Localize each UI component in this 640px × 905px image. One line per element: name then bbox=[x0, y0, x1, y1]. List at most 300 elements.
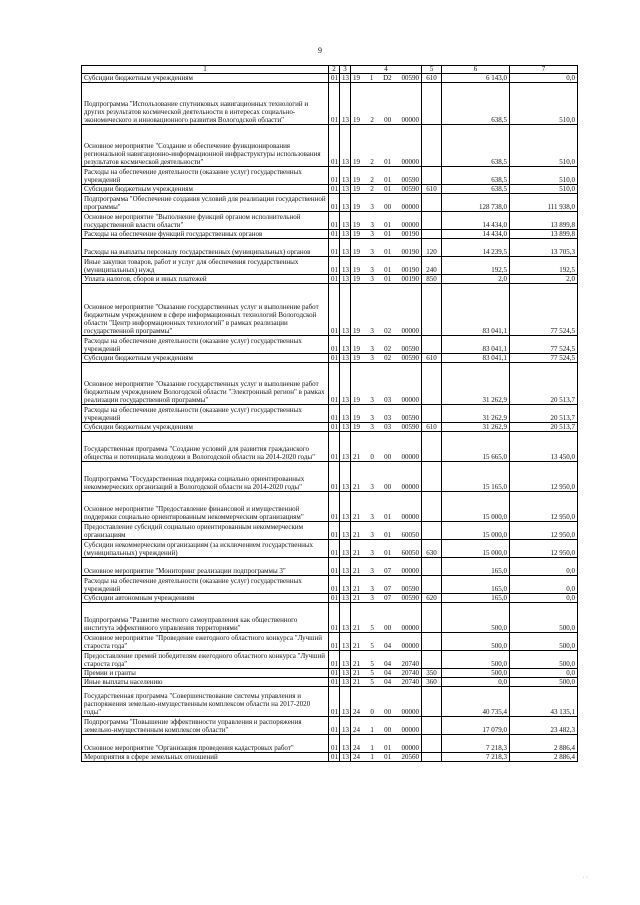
csr-code-part: 00590 bbox=[401, 185, 419, 193]
row-amount-2-cell: 0,0 bbox=[510, 669, 578, 678]
row-csr-cell bbox=[351, 83, 422, 125]
table-row bbox=[82, 753, 578, 762]
csr-code-part: 03 bbox=[384, 396, 392, 404]
row-csr-cell bbox=[351, 275, 422, 284]
row-vr-cell: 350 bbox=[422, 669, 442, 678]
row-amount-1-cell: 2,0 bbox=[442, 275, 510, 284]
row-vr-cell: 610 bbox=[422, 354, 442, 363]
row-gr-cell: 01 bbox=[329, 540, 340, 558]
table-row bbox=[82, 125, 578, 167]
csr-code-part: 5 bbox=[370, 669, 374, 677]
row-gr-cell: 01 bbox=[329, 432, 340, 462]
csr-code-part: 0 bbox=[370, 453, 374, 461]
csr-code-part: 19 bbox=[353, 203, 360, 211]
csr-code-part: 1 bbox=[370, 726, 374, 734]
csr-code-part: 3 bbox=[370, 354, 374, 362]
csr-code-part: 00000 bbox=[401, 396, 419, 404]
csr-code-group bbox=[353, 414, 419, 422]
table-row bbox=[82, 462, 578, 492]
csr-code-group bbox=[353, 531, 419, 539]
row-csr-cell bbox=[351, 687, 422, 717]
csr-code-group bbox=[353, 726, 419, 734]
row-amount-2-cell: 500,0 bbox=[510, 651, 578, 669]
row-csr-cell bbox=[351, 239, 422, 257]
row-gr-cell: 01 bbox=[329, 83, 340, 125]
csr-code-part: 21 bbox=[353, 585, 360, 593]
csr-code-part: 00000 bbox=[401, 744, 419, 752]
row-vr-cell bbox=[422, 753, 442, 762]
table-row bbox=[82, 363, 578, 405]
csr-code-part: 20740 bbox=[401, 669, 419, 677]
csr-code-part: 00000 bbox=[401, 642, 419, 650]
csr-code-part: 3 bbox=[370, 266, 374, 274]
csr-code-part: 19 bbox=[353, 158, 360, 166]
row-rz-cell: 13 bbox=[340, 651, 351, 669]
row-csr-cell bbox=[351, 633, 422, 651]
csr-code-part: 00 bbox=[384, 483, 392, 491]
header-cell-amount-2: 7 bbox=[510, 66, 578, 74]
row-gr-cell: 01 bbox=[329, 492, 340, 522]
header-cell-vr: 5 bbox=[422, 66, 442, 74]
csr-code-part: 00590 bbox=[401, 354, 419, 362]
csr-code-part: 21 bbox=[353, 453, 360, 461]
row-amount-1-cell: 17 079,0 bbox=[442, 717, 510, 735]
csr-code-part: 01 bbox=[384, 549, 392, 557]
row-vr-cell bbox=[422, 125, 442, 167]
row-name-cell: Расходы на выплаты персоналу государственных (муниципальных) органов bbox=[82, 239, 329, 257]
csr-code-part: 04 bbox=[384, 678, 392, 686]
table-row bbox=[82, 83, 578, 125]
csr-code-part: 24 bbox=[353, 744, 360, 752]
row-name-cell: Расходы на обеспечение деятельности (оказание услуг) государственных учреждений bbox=[82, 576, 329, 594]
csr-code-part: 20740 bbox=[401, 678, 419, 686]
row-amount-1-cell: 192,5 bbox=[442, 257, 510, 275]
row-rz-cell: 13 bbox=[340, 167, 351, 185]
row-name-cell: Основное мероприятие "Организация проведения кадастровых работ" bbox=[82, 735, 329, 753]
csr-code-part: 21 bbox=[353, 642, 360, 650]
csr-code-part: 07 bbox=[384, 594, 392, 602]
csr-code-part: 3 bbox=[370, 230, 374, 238]
csr-code-group bbox=[353, 453, 419, 461]
row-vr-cell bbox=[422, 651, 442, 669]
csr-code-part: 00590 bbox=[401, 74, 419, 82]
csr-code-part: 00000 bbox=[401, 158, 419, 166]
row-rz-cell: 13 bbox=[340, 558, 351, 576]
csr-code-group bbox=[353, 669, 419, 677]
row-amount-2-cell: 2,0 bbox=[510, 275, 578, 284]
row-gr-cell: 01 bbox=[329, 125, 340, 167]
row-name-cell: Предоставление субсидий социально ориентированным некоммерческим организациям bbox=[82, 522, 329, 540]
csr-code-part: 3 bbox=[370, 221, 374, 229]
table-row bbox=[82, 594, 578, 603]
page-number: 9 bbox=[318, 46, 322, 55]
table-row bbox=[82, 432, 578, 462]
csr-code-part: 1 bbox=[370, 753, 374, 761]
csr-code-group bbox=[353, 744, 419, 752]
row-rz-cell: 13 bbox=[340, 125, 351, 167]
csr-code-group bbox=[353, 158, 419, 166]
row-vr-cell: 120 bbox=[422, 239, 442, 257]
csr-code-part: 3 bbox=[370, 567, 374, 575]
csr-code-part: 00000 bbox=[401, 453, 419, 461]
row-amount-2-cell: 192,5 bbox=[510, 257, 578, 275]
csr-code-group bbox=[353, 74, 419, 82]
csr-code-part: 60050 bbox=[401, 531, 419, 539]
row-vr-cell bbox=[422, 603, 442, 633]
row-amount-2-cell: 77 524,5 bbox=[510, 354, 578, 363]
row-rz-cell: 13 bbox=[340, 230, 351, 239]
row-amount-2-cell: 0,0 bbox=[510, 594, 578, 603]
table-row bbox=[82, 167, 578, 185]
row-amount-2-cell: 0,0 bbox=[510, 558, 578, 576]
csr-code-part: 19 bbox=[353, 354, 360, 362]
row-amount-2-cell: 12 950,0 bbox=[510, 540, 578, 558]
row-csr-cell bbox=[351, 212, 422, 230]
csr-code-part: 19 bbox=[353, 176, 360, 184]
csr-code-part: 21 bbox=[353, 483, 360, 491]
row-vr-cell: 610 bbox=[422, 423, 442, 432]
csr-code-group bbox=[353, 230, 419, 238]
header-cell-csr: 4 bbox=[351, 66, 422, 74]
row-amount-1-cell: 15 000,0 bbox=[442, 540, 510, 558]
row-vr-cell bbox=[422, 492, 442, 522]
csr-code-part: 03 bbox=[384, 423, 392, 431]
csr-code-part: 3 bbox=[370, 396, 374, 404]
csr-code-part: 01 bbox=[384, 176, 392, 184]
row-amount-2-cell: 13 899,8 bbox=[510, 230, 578, 239]
table-row bbox=[82, 405, 578, 423]
csr-code-group bbox=[353, 594, 419, 602]
row-vr-cell bbox=[422, 576, 442, 594]
row-vr-cell bbox=[422, 167, 442, 185]
csr-code-part: 5 bbox=[370, 642, 374, 650]
row-name-cell: Субсидии бюджетным учреждениям bbox=[82, 74, 329, 83]
row-amount-1-cell: 83 041,1 bbox=[442, 336, 510, 354]
row-name-cell: Основное мероприятие "Оказание государственных услуг и выполнение работ бюджетным учреждением в сфере информационных технологий Вологодской области "Центр информационных технологий" в рамках реализации государственной программы" bbox=[82, 284, 329, 336]
csr-code-part: 5 bbox=[370, 678, 374, 686]
row-name-cell: Основное мероприятие "Оказание государственных услуг и выполнение работ бюджетным учреждением Вологодской области "Электронный регион" в рамках реализации государственной программы" bbox=[82, 363, 329, 405]
row-gr-cell: 01 bbox=[329, 558, 340, 576]
csr-code-group bbox=[353, 327, 419, 335]
row-amount-1-cell: 14 434,0 bbox=[442, 212, 510, 230]
table-row bbox=[82, 354, 578, 363]
row-amount-2-cell: 500,0 bbox=[510, 633, 578, 651]
row-name-cell: Уплата налогов, сборов и иных платежей bbox=[82, 275, 329, 284]
row-vr-cell bbox=[422, 633, 442, 651]
csr-code-part: 1 bbox=[369, 74, 374, 82]
row-vr-cell bbox=[422, 558, 442, 576]
row-amount-2-cell: 43 135,1 bbox=[510, 687, 578, 717]
row-rz-cell: 13 bbox=[340, 462, 351, 492]
csr-code-part: 01 bbox=[384, 248, 392, 256]
csr-code-group bbox=[353, 176, 419, 184]
row-rz-cell: 13 bbox=[340, 735, 351, 753]
csr-code-part: 00590 bbox=[401, 594, 419, 602]
csr-code-part: 00190 bbox=[401, 266, 419, 274]
csr-code-part: 2 bbox=[370, 158, 374, 166]
csr-code-part: 01 bbox=[384, 531, 392, 539]
csr-code-part: 19 bbox=[353, 221, 360, 229]
row-gr-cell: 01 bbox=[329, 678, 340, 687]
table-row bbox=[82, 275, 578, 284]
row-name-cell: Субсидии бюджетным учреждениям bbox=[82, 185, 329, 194]
csr-code-part: 3 bbox=[370, 327, 374, 335]
row-amount-2-cell: 13 705,3 bbox=[510, 239, 578, 257]
row-gr-cell: 01 bbox=[329, 633, 340, 651]
csr-code-part: 3 bbox=[370, 513, 374, 521]
row-amount-1-cell: 31 262,9 bbox=[442, 363, 510, 405]
csr-code-part: 00590 bbox=[401, 345, 419, 353]
csr-code-group bbox=[353, 221, 419, 229]
row-name-cell: Премии и гранты bbox=[82, 669, 329, 678]
row-amount-1-cell: 15 000,0 bbox=[442, 522, 510, 540]
row-name-cell: Расходы на обеспечение деятельности (оказание услуг) государственных учреждений bbox=[82, 167, 329, 185]
row-amount-1-cell: 14 434,0 bbox=[442, 230, 510, 239]
row-gr-cell: 01 bbox=[329, 669, 340, 678]
csr-code-part: 00 bbox=[384, 624, 392, 632]
csr-code-part: 3 bbox=[370, 549, 374, 557]
row-rz-cell: 13 bbox=[340, 239, 351, 257]
csr-code-part: 00590 bbox=[401, 423, 419, 431]
row-name-cell: Расходы на обеспечение деятельности (оказание услуг) государственных учреждений bbox=[82, 336, 329, 354]
row-vr-cell: 630 bbox=[422, 540, 442, 558]
row-amount-1-cell: 165,0 bbox=[442, 576, 510, 594]
csr-code-part: 3 bbox=[370, 423, 374, 431]
row-gr-cell: 01 bbox=[329, 230, 340, 239]
csr-code-part: 19 bbox=[353, 116, 360, 124]
row-amount-2-cell: 12 950,0 bbox=[510, 462, 578, 492]
row-csr-cell bbox=[351, 423, 422, 432]
row-name-cell: Подпрограмма "Государственная поддержка социально ориентированных некоммерческих организаций в Вологодской области на 2014-2020 годы" bbox=[82, 462, 329, 492]
row-csr-cell bbox=[351, 185, 422, 194]
table-row bbox=[82, 717, 578, 735]
csr-code-group bbox=[353, 354, 419, 362]
row-gr-cell: 01 bbox=[329, 284, 340, 336]
table-row bbox=[82, 735, 578, 753]
table-row bbox=[82, 194, 578, 212]
row-gr-cell: 01 bbox=[329, 603, 340, 633]
table-row bbox=[82, 687, 578, 717]
row-name-cell: Субсидии бюджетным учреждениям bbox=[82, 354, 329, 363]
row-amount-1-cell: 500,0 bbox=[442, 603, 510, 633]
csr-code-part: 2 bbox=[370, 185, 374, 193]
row-amount-2-cell: 0,0 bbox=[510, 576, 578, 594]
csr-code-group bbox=[353, 266, 419, 274]
row-gr-cell: 01 bbox=[329, 239, 340, 257]
csr-code-part: 19 bbox=[353, 414, 360, 422]
csr-code-part: 00000 bbox=[401, 726, 419, 734]
row-csr-cell bbox=[351, 462, 422, 492]
row-amount-2-cell: 20 513,7 bbox=[510, 423, 578, 432]
table-row bbox=[82, 633, 578, 651]
row-rz-cell: 13 bbox=[340, 354, 351, 363]
corner-mark: · · bbox=[582, 875, 588, 881]
row-gr-cell: 01 bbox=[329, 354, 340, 363]
csr-code-group bbox=[353, 585, 419, 593]
row-gr-cell: 01 bbox=[329, 462, 340, 492]
table-row bbox=[82, 576, 578, 594]
row-csr-cell bbox=[351, 735, 422, 753]
row-rz-cell: 13 bbox=[340, 669, 351, 678]
row-vr-cell bbox=[422, 735, 442, 753]
row-csr-cell bbox=[351, 717, 422, 735]
csr-code-group bbox=[353, 483, 419, 491]
row-rz-cell: 13 bbox=[340, 687, 351, 717]
row-rz-cell: 13 bbox=[340, 275, 351, 284]
row-amount-2-cell: 510,0 bbox=[510, 83, 578, 125]
csr-code-part: 00000 bbox=[401, 483, 419, 491]
row-csr-cell bbox=[351, 651, 422, 669]
row-amount-2-cell: 12 950,0 bbox=[510, 522, 578, 540]
row-rz-cell: 13 bbox=[340, 492, 351, 522]
csr-code-part: 00190 bbox=[401, 230, 419, 238]
row-gr-cell: 01 bbox=[329, 185, 340, 194]
csr-code-part: 00590 bbox=[401, 414, 419, 422]
row-amount-2-cell: 77 524,5 bbox=[510, 336, 578, 354]
csr-code-part: 19 bbox=[353, 74, 360, 82]
table-row bbox=[82, 212, 578, 230]
csr-code-part: 00 bbox=[384, 726, 392, 734]
row-rz-cell: 13 bbox=[340, 753, 351, 762]
csr-code-part: 19 bbox=[353, 345, 360, 353]
row-csr-cell bbox=[351, 194, 422, 212]
table-row bbox=[82, 492, 578, 522]
row-rz-cell: 13 bbox=[340, 423, 351, 432]
csr-code-group bbox=[353, 275, 419, 283]
row-amount-1-cell: 15 000,0 bbox=[442, 492, 510, 522]
row-name-cell: Основное мероприятие "Выполнение функций органом исполнительной государственной власти области" bbox=[82, 212, 329, 230]
row-gr-cell: 01 bbox=[329, 594, 340, 603]
csr-code-group bbox=[353, 203, 419, 211]
csr-code-part: 60050 bbox=[401, 549, 419, 557]
csr-code-part: 24 bbox=[353, 708, 360, 716]
row-csr-cell bbox=[351, 576, 422, 594]
row-rz-cell: 13 bbox=[340, 603, 351, 633]
row-amount-1-cell: 15 665,0 bbox=[442, 432, 510, 462]
row-vr-cell bbox=[422, 462, 442, 492]
csr-code-part: 00590 bbox=[401, 585, 419, 593]
table-row bbox=[82, 540, 578, 558]
csr-code-part: 20560 bbox=[401, 753, 419, 761]
row-rz-cell: 13 bbox=[340, 405, 351, 423]
table-row bbox=[82, 669, 578, 678]
row-gr-cell: 01 bbox=[329, 735, 340, 753]
csr-code-part: 01 bbox=[384, 513, 392, 521]
csr-code-part: 21 bbox=[353, 513, 360, 521]
csr-code-part: D2 bbox=[383, 74, 392, 82]
csr-code-group bbox=[353, 642, 419, 650]
csr-code-group bbox=[353, 423, 419, 431]
csr-code-group bbox=[353, 753, 419, 761]
csr-code-part: 00190 bbox=[401, 275, 419, 283]
row-amount-2-cell: 13 899,8 bbox=[510, 212, 578, 230]
row-csr-cell bbox=[351, 363, 422, 405]
row-rz-cell: 13 bbox=[340, 336, 351, 354]
csr-code-part: 00000 bbox=[401, 513, 419, 521]
table-row bbox=[82, 558, 578, 576]
row-name-cell: Мероприятия в сфере земельных отношений bbox=[82, 753, 329, 762]
row-vr-cell: 620 bbox=[422, 594, 442, 603]
row-name-cell: Предоставление премий победителям ежегодного областного конкурса "Лучший староста года" bbox=[82, 651, 329, 669]
table-row bbox=[82, 651, 578, 669]
csr-code-part: 19 bbox=[353, 423, 360, 431]
row-vr-cell bbox=[422, 212, 442, 230]
table-row bbox=[82, 678, 578, 687]
row-csr-cell bbox=[351, 125, 422, 167]
header-cell-amount-1: 6 bbox=[442, 66, 510, 74]
table-row bbox=[82, 284, 578, 336]
csr-code-group bbox=[353, 513, 419, 521]
csr-code-part: 01 bbox=[384, 753, 392, 761]
row-vr-cell bbox=[422, 230, 442, 239]
csr-code-part: 04 bbox=[384, 642, 392, 650]
csr-code-part: 02 bbox=[384, 345, 392, 353]
row-csr-cell bbox=[351, 678, 422, 687]
csr-code-part: 2 bbox=[370, 116, 374, 124]
table-row bbox=[82, 522, 578, 540]
row-rz-cell: 13 bbox=[340, 576, 351, 594]
row-amount-1-cell: 638,5 bbox=[442, 185, 510, 194]
csr-code-part: 01 bbox=[384, 158, 392, 166]
row-gr-cell: 01 bbox=[329, 74, 340, 83]
csr-code-part: 5 bbox=[370, 624, 374, 632]
row-name-cell: Субсидии бюджетным учреждениям bbox=[82, 423, 329, 432]
csr-code-part: 24 bbox=[353, 753, 360, 761]
row-csr-cell bbox=[351, 753, 422, 762]
row-amount-2-cell: 500,0 bbox=[510, 603, 578, 633]
row-rz-cell: 13 bbox=[340, 633, 351, 651]
budget-table bbox=[81, 65, 578, 762]
csr-code-part: 24 bbox=[353, 726, 360, 734]
csr-code-part: 01 bbox=[384, 275, 392, 283]
row-name-cell: Субсидии автономным учреждениям bbox=[82, 594, 329, 603]
row-amount-2-cell: 0,0 bbox=[510, 74, 578, 83]
row-amount-1-cell: 7 218,3 bbox=[442, 735, 510, 753]
csr-code-group bbox=[353, 624, 419, 632]
row-name-cell: Основное мероприятие "Мониторинг реализации подпрограммы 3" bbox=[82, 558, 329, 576]
csr-code-part: 21 bbox=[353, 567, 360, 575]
row-rz-cell: 13 bbox=[340, 212, 351, 230]
csr-code-part: 3 bbox=[370, 248, 374, 256]
csr-code-part: 01 bbox=[384, 185, 392, 193]
row-amount-1-cell: 638,5 bbox=[442, 83, 510, 125]
table-row bbox=[82, 74, 578, 83]
row-csr-cell bbox=[351, 558, 422, 576]
csr-code-group bbox=[353, 567, 419, 575]
csr-code-part: 00 bbox=[384, 116, 392, 124]
csr-code-part: 3 bbox=[370, 345, 374, 353]
csr-code-part: 19 bbox=[353, 327, 360, 335]
csr-code-part: 07 bbox=[384, 567, 392, 575]
row-name-cell: Подпрограмма "Повышение эффективности управления и распоряжения земельно-имущественным комплексом области" bbox=[82, 717, 329, 735]
row-amount-1-cell: 500,0 bbox=[442, 669, 510, 678]
row-vr-cell bbox=[422, 522, 442, 540]
csr-code-part: 00000 bbox=[401, 327, 419, 335]
row-name-cell: Расходы на обеспечение функций государственных органов bbox=[82, 230, 329, 239]
csr-code-part: 00 bbox=[384, 708, 392, 716]
row-gr-cell: 01 bbox=[329, 687, 340, 717]
row-csr-cell bbox=[351, 167, 422, 185]
csr-code-group bbox=[353, 678, 419, 686]
row-rz-cell: 13 bbox=[340, 284, 351, 336]
csr-code-part: 00 bbox=[384, 453, 392, 461]
row-gr-cell: 01 bbox=[329, 336, 340, 354]
csr-code-part: 02 bbox=[384, 327, 392, 335]
row-csr-cell bbox=[351, 540, 422, 558]
row-amount-1-cell: 638,5 bbox=[442, 125, 510, 167]
row-vr-cell: 850 bbox=[422, 275, 442, 284]
row-rz-cell: 13 bbox=[340, 678, 351, 687]
